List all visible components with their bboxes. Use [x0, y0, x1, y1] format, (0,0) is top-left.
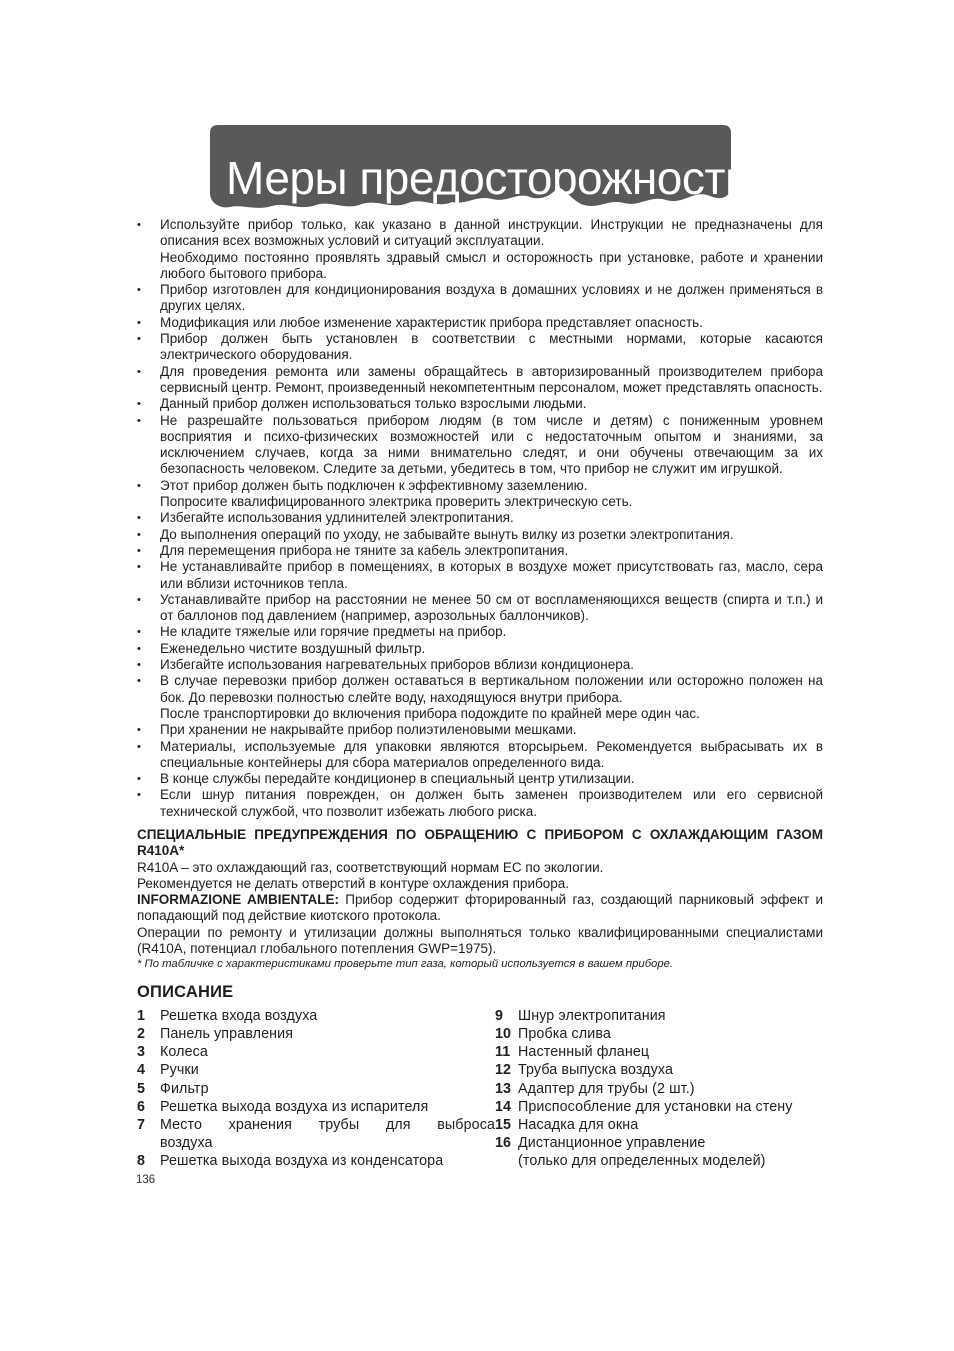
bullet-text: [160, 413, 823, 478]
description-item-number: 1: [137, 1007, 146, 1024]
description-item-number: 10: [495, 1026, 512, 1043]
bullet-paragraph: Если шнур питания поврежден, он должен быть заменен производителем или его сервисной технической службой, что позволит избежать любого риска.: [160, 787, 823, 819]
bullet-item: [137, 787, 823, 820]
description-item: [137, 1061, 495, 1079]
warning-paragraph: INFORMAZIONE AMBIENTALE: Прибор содержит фторированный газ, создающий парниковый эффект и попадающий под действие киотского протокола.: [137, 892, 824, 924]
description-item: [495, 1134, 823, 1170]
title-banner: [210, 125, 751, 217]
bullet-paragraph: Для перемещения прибора не тяните за кабель электропитания.: [160, 542, 569, 558]
description-item: [137, 1116, 495, 1152]
description-item-label: Решетка входа воздуха: [160, 1007, 318, 1024]
description-item: [137, 1043, 495, 1061]
description-item: [495, 1061, 823, 1079]
bullet-item: [137, 722, 823, 738]
description-item-number: 3: [137, 1044, 146, 1061]
bullet-paragraph: Этот прибор должен быть подключен к эффективному заземлению.: [160, 477, 588, 493]
description-item-line: Место хранения трубы для выброса: [160, 1117, 495, 1134]
bullet-icon: •: [137, 789, 141, 802]
description-item-number: 14: [495, 1098, 512, 1115]
bullet-item: [137, 315, 823, 331]
bullet-paragraph: Материалы, используемые для упаковки являются вторсырьем. Рекомендуется выбрасывать их в специальные контейнеры для сбора материалов определенного вида.: [160, 738, 823, 770]
bullet-item: [137, 673, 823, 722]
description-item-number: 7: [137, 1117, 146, 1134]
bullet-item: [137, 282, 823, 315]
description-item-label: Фильтр: [160, 1080, 209, 1097]
bullet-paragraph: Еженедельно чистите воздушный фильтр.: [160, 640, 426, 656]
description-heading: ОПИСАНИЕ: [137, 982, 234, 1001]
bullet-text: [160, 739, 823, 772]
bullet-text: [160, 527, 823, 543]
bullet-icon: •: [137, 414, 141, 427]
bullet-paragraph: Избегайте использования удлинителей электропитания.: [160, 510, 514, 526]
bullet-text: [160, 559, 823, 592]
description-item-number: 11: [495, 1044, 511, 1061]
description-column-right: [495, 1007, 823, 1171]
bullet-text: [160, 478, 823, 511]
bullet-icon: •: [137, 659, 141, 672]
bullet-text: [160, 543, 823, 559]
bullet-text: [160, 641, 823, 657]
bullet-paragraph: Данный прибор должен использоваться только взрослыми людьми.: [160, 396, 587, 412]
description-item-label: Решетка выхода воздуха из конденсатора: [160, 1153, 444, 1170]
bullet-paragraph: До выполнения операций по уходу, не забывайте вынуть вилку из розетки электропитания.: [160, 526, 734, 542]
warning-bold-lead: INFORMAZIONE AMBIENTALE:: [137, 892, 340, 908]
bullet-icon: •: [137, 284, 141, 297]
description-item: [137, 1025, 495, 1043]
warning-paragraph: Рекомендуется не делать отверстий в контуре охлаждения прибора.: [137, 875, 569, 891]
bullet-item: [137, 364, 823, 397]
bullet-icon: •: [137, 626, 141, 639]
bullet-icon: •: [137, 724, 141, 737]
bullet-paragraph: Не разрешайте пользоваться прибором людям (в том числе и детям) с пониженным уровнем восприятия и психо-физических возможностей или с недостаточным опытом и знаниями, за исключением случаев, когда за ними внимательно следят, и они обучены отвечающим за их безопасность человеком. Следите за детьми, убедитесь в том, что прибор не служит им игрушкой.: [160, 412, 823, 477]
description-item: [137, 1080, 495, 1098]
description-item-number: 15: [495, 1117, 512, 1134]
description-item-label: [160, 1116, 495, 1152]
description-item: [495, 1080, 823, 1098]
description-item-line: воздуха: [160, 1135, 213, 1152]
bullet-text: [160, 592, 823, 625]
bullet-paragraph: В конце службы передайте кондиционер в специальный центр утилизации.: [160, 771, 635, 787]
description-item-label: Дистанционное управление (только для определенных моделей): [518, 1134, 823, 1170]
bullet-item: [137, 559, 823, 592]
special-warnings-paragraphs: [137, 860, 823, 958]
description-item-label: Труба выпуска воздуха: [518, 1062, 674, 1079]
bullet-paragraph: Для проведения ремонта или замены обращайтесь в авторизированный производителем прибора сервисный центр. Ремонт, произведенный некомпетентным персоналом, может представлять опасность.: [160, 363, 823, 395]
description-item: [495, 1043, 823, 1061]
description-item: [137, 1098, 495, 1116]
description-item: [495, 1116, 823, 1134]
description-item: [137, 1152, 495, 1170]
bullet-item: [137, 527, 823, 543]
bullet-item: [137, 641, 823, 657]
page-title: Меры предосторожности: [226, 152, 751, 204]
bullet-paragraph: Модификация или любое изменение характеристик прибора представляет опасность.: [160, 314, 703, 330]
description-item: [137, 1007, 495, 1025]
bullet-item: [137, 543, 823, 559]
description-item: [495, 1025, 823, 1043]
bullet-text: [160, 364, 823, 397]
bullet-paragraph: Прибор должен быть установлен в соответствии с местными нормами, которые касаются электрического оборудования.: [160, 331, 823, 363]
special-warnings-section: [137, 827, 823, 972]
warning-paragraph: R410A – это охлаждающий газ, соответствующий нормам ЕС по экологии.: [137, 859, 604, 875]
content-column: [137, 217, 823, 1171]
special-warnings-heading: СПЕЦИАЛЬНЫЕ ПРЕДУПРЕЖДЕНИЯ ПО ОБРАЩЕНИЮ С ПРИБОРОМ С ОХЛАЖДАЮЩИМ ГАЗОМ R410A*: [137, 826, 823, 859]
bullet-icon: •: [137, 398, 141, 411]
description-item-number: 8: [137, 1153, 146, 1170]
description-item-note: (только для определенных моделей): [518, 1153, 766, 1170]
description-item-label: Насадка для окна: [518, 1117, 639, 1134]
description-item: [495, 1007, 823, 1025]
bullet-paragraph: Не устанавливайте прибор в помещениях, в которых в воздухе может присутствовать газ, масло, сера или вблизи источников тепла.: [160, 559, 823, 591]
description-item-label: Ручки: [160, 1062, 199, 1079]
bullet-text: [160, 315, 823, 331]
page-number: 136: [136, 1174, 156, 1186]
description-item-label: Адаптер для трубы (2 шт.): [518, 1080, 695, 1097]
description-item-label: Настенный фланец: [518, 1044, 650, 1061]
bullet-icon: •: [137, 561, 141, 574]
bullet-text: [160, 722, 823, 738]
bullet-item: [137, 739, 823, 772]
description-section: [137, 983, 823, 1171]
bullet-paragraph: Необходимо постоянно проявлять здравый смысл и осторожность при установке, работе и хранении любого бытового прибора.: [160, 249, 823, 281]
description-item-number: 9: [495, 1007, 504, 1024]
bullet-text: [160, 624, 823, 640]
bullet-item: [137, 624, 823, 640]
bullet-icon: •: [137, 365, 141, 378]
bullet-paragraph: Устанавливайте прибор на расстоянии не менее 50 см от воспламеняющихся веществ (спирта и т.п.) и от баллонов под давлением (например, аэрозольных баллончиков).: [160, 591, 823, 624]
bullet-paragraph: Используйте прибор только, как указано в данной инструкции. Инструкции не предназначены для описания всех возможных условий и ситуаций эксплуатации.: [160, 217, 823, 249]
bullet-item: [137, 657, 823, 673]
description-item: [495, 1098, 823, 1116]
description-item-number: 4: [137, 1062, 146, 1079]
description-item-label: Колеса: [160, 1044, 208, 1061]
bullet-item: [137, 592, 823, 625]
bullet-text: [160, 787, 823, 820]
description-item-label: Панель управления: [160, 1026, 294, 1043]
bullet-text: [160, 282, 823, 315]
bullet-icon: •: [137, 479, 141, 492]
bullet-item: [137, 396, 823, 412]
bullet-paragraph: В случае перевозки прибор должен оставаться в вертикальном положении или осторожно положен на бок. До перевозки полностью слейте воду, находящуюся внутри прибора.: [160, 673, 823, 705]
bullet-paragraph: Прибор изготовлен для кондиционирования воздуха в домашних условиях и не должен применяться в других целях.: [160, 282, 823, 314]
bullet-item: [137, 771, 823, 787]
description-item-number: 16: [495, 1135, 512, 1152]
gas-type-footnote: * По табличке с характеристиками проверьте тип газа, который используется в вашем приборе.: [137, 958, 674, 971]
bullet-text: [160, 771, 823, 787]
bullet-paragraph: После транспортировки до включения прибора подождите по крайней мере один час.: [160, 705, 700, 721]
bullet-icon: •: [137, 219, 141, 231]
bullet-text: [160, 673, 823, 722]
description-item-label: Решетка выхода воздуха из испарителя: [160, 1098, 429, 1115]
description-item-number: 13: [495, 1080, 512, 1097]
description-columns: [137, 1007, 823, 1171]
description-item-number: 12: [495, 1062, 512, 1079]
bullet-text: [160, 510, 823, 526]
bullet-item: [137, 510, 823, 526]
bullet-paragraph: При хранении не накрывайте прибор полиэтиленовыми мешками.: [160, 722, 577, 738]
bullet-paragraph: Избегайте использования нагревательных приборов вблизи кондиционера.: [160, 657, 634, 673]
safety-bullet-list: [137, 217, 823, 820]
bullet-text: [160, 396, 823, 412]
bullet-icon: •: [137, 528, 141, 541]
bullet-paragraph: Не кладите тяжелые или горячие предметы на прибор.: [160, 624, 507, 640]
description-item-number: 5: [137, 1080, 146, 1097]
description-item-label: Шнур электропитания: [518, 1007, 666, 1024]
bullet-icon: •: [137, 740, 141, 753]
description-item-label: Приспособление для установки на стену: [518, 1098, 793, 1115]
bullet-icon: •: [137, 316, 141, 329]
bullet-icon: •: [137, 544, 141, 557]
bullet-paragraph: Попросите квалифицированного электрика проверить электрическую сеть.: [160, 494, 633, 510]
bullet-text: [160, 331, 823, 364]
bullet-icon: •: [137, 675, 141, 688]
bullet-icon: •: [137, 512, 141, 525]
bullet-item: [137, 217, 823, 282]
description-item-number: 6: [137, 1098, 146, 1115]
description-item-label: Пробка слива: [518, 1026, 611, 1043]
bullet-icon: •: [137, 773, 141, 786]
bullet-item: [137, 478, 823, 511]
warning-paragraph: Операции по ремонту и утилизации должны выполняться только квалифицированными специалистами (R410A, потенциал глобального потепления GWP=1975).: [137, 924, 823, 957]
bullet-icon: •: [137, 333, 141, 346]
bullet-icon: •: [137, 593, 141, 606]
description-item-number: 2: [137, 1026, 146, 1043]
description-column-left: [137, 1007, 495, 1171]
bullet-item: [137, 413, 823, 478]
bullet-item: [137, 331, 823, 364]
bullet-text: [160, 657, 823, 673]
bullet-text: [160, 217, 823, 282]
bullet-icon: •: [137, 642, 141, 655]
